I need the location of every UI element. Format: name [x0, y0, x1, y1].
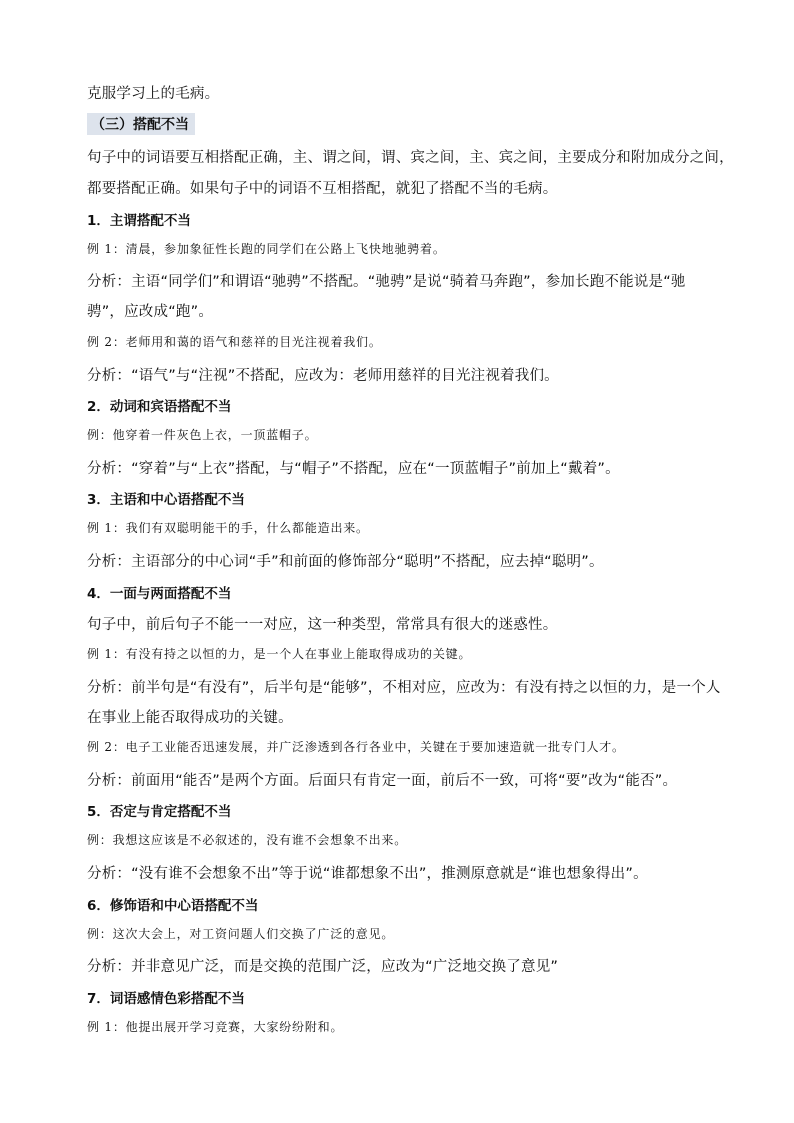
- analysis-line: 分析：并非意见广泛，而是交换的范围广泛，应改为“广泛地交换了意见”: [87, 959, 559, 975]
- example-line: 例 1：他提出展开学习竞赛，大家纷纷附和。: [87, 1020, 344, 1034]
- example-line: 例 1：清晨，参加象征性长跑的同学们在公路上飞快地驰骋着。: [87, 242, 446, 256]
- section-heading: [87, 113, 707, 135]
- example-line: 例 2：电子工业能否迅速发展，并广泛渗透到各行各业中，关键在于要加速造就一批专门人才。: [87, 740, 625, 754]
- analysis-line: 分析：前面用“能否”是两个方面。后面只有肯定一面，前后不一致，可将“要”改为“能否”。: [87, 773, 678, 789]
- subheading-6: 6．修饰语和中心语搭配不当: [87, 898, 259, 914]
- section-heading-label: （三）搭配不当: [87, 113, 195, 135]
- example-line: 例 1：有没有持之以恒的力，是一个人在事业上能取得成功的关键。: [87, 647, 472, 661]
- analysis-line: 分析：“穿着”与“上衣”搭配，与“帽子”不搭配，应在“一顶蓝帽子”前加上“戴着”。: [87, 461, 620, 477]
- analysis-line: 分析：主语部分的中心词“手”和前面的修饰部分“聪明”不搭配，应去掉“聪明”。: [87, 554, 604, 570]
- paragraph-line: 克服学习上的毛病。: [87, 86, 220, 102]
- analysis-line: 分析：“语气”与“注视”不搭配，应改为：老师用慈祥的目光注视着我们。: [87, 368, 559, 384]
- subheading-2: 2．动词和宾语搭配不当: [87, 399, 232, 415]
- subheading-5: 5．否定与肯定搭配不当: [87, 804, 232, 820]
- example-line: 例 1：我们有双聪明能干的手，什么都能造出来。: [87, 521, 369, 535]
- subheading-7: 7．词语感情色彩搭配不当: [87, 991, 245, 1007]
- analysis-line: 分析：前半句是“有没有”，后半句是“能够”，不相对应，应改为：有没有持之以恒的力，是一个人: [87, 680, 721, 696]
- example-line: 例：这次大会上，对工资问题人们交换了广泛的意见。: [87, 927, 395, 941]
- example-line: 例：他穿着一件灰色上衣，一顶蓝帽子。: [87, 428, 318, 442]
- analysis-line: 分析：主语“同学们”和谓语“驰骋”不搭配。“驰骋”是说“骑着马奔跑”，参加长跑不能说是“驰: [87, 274, 686, 290]
- analysis-line: 在事业上能否取得成功的关键。: [87, 710, 293, 726]
- paragraph-line: 句子中，前后句子不能一一对应，这一种类型，常常具有很大的迷惑性。: [87, 617, 558, 633]
- subheading-3: 3．主语和中心语搭配不当: [87, 492, 245, 508]
- example-line: 例 2：老师用和蔼的语气和慈祥的目光注视着我们。: [87, 335, 382, 349]
- paragraph-line: 句子中的词语要互相搭配正确，主、谓之间，谓、宾之间，主、宾之间，主要成分和附加成分之间，: [87, 150, 734, 166]
- example-line: 例：我想这应该是不必叙述的，没有谁不会想象不出来。: [87, 833, 408, 847]
- subheading-4: 4．一面与两面搭配不当: [87, 586, 232, 602]
- analysis-line: 分析：“没有谁不会想象不出”等于说“谁都想象不出”，推测原意就是“谁也想象得出”。: [87, 866, 648, 882]
- paragraph-line: 都要搭配正确。如果句子中的词语不互相搭配，就犯了搭配不当的毛病。: [87, 181, 558, 197]
- analysis-line: 骋”，应改成“跑”。: [87, 304, 214, 320]
- subheading-1: 1．主谓搭配不当: [87, 213, 191, 229]
